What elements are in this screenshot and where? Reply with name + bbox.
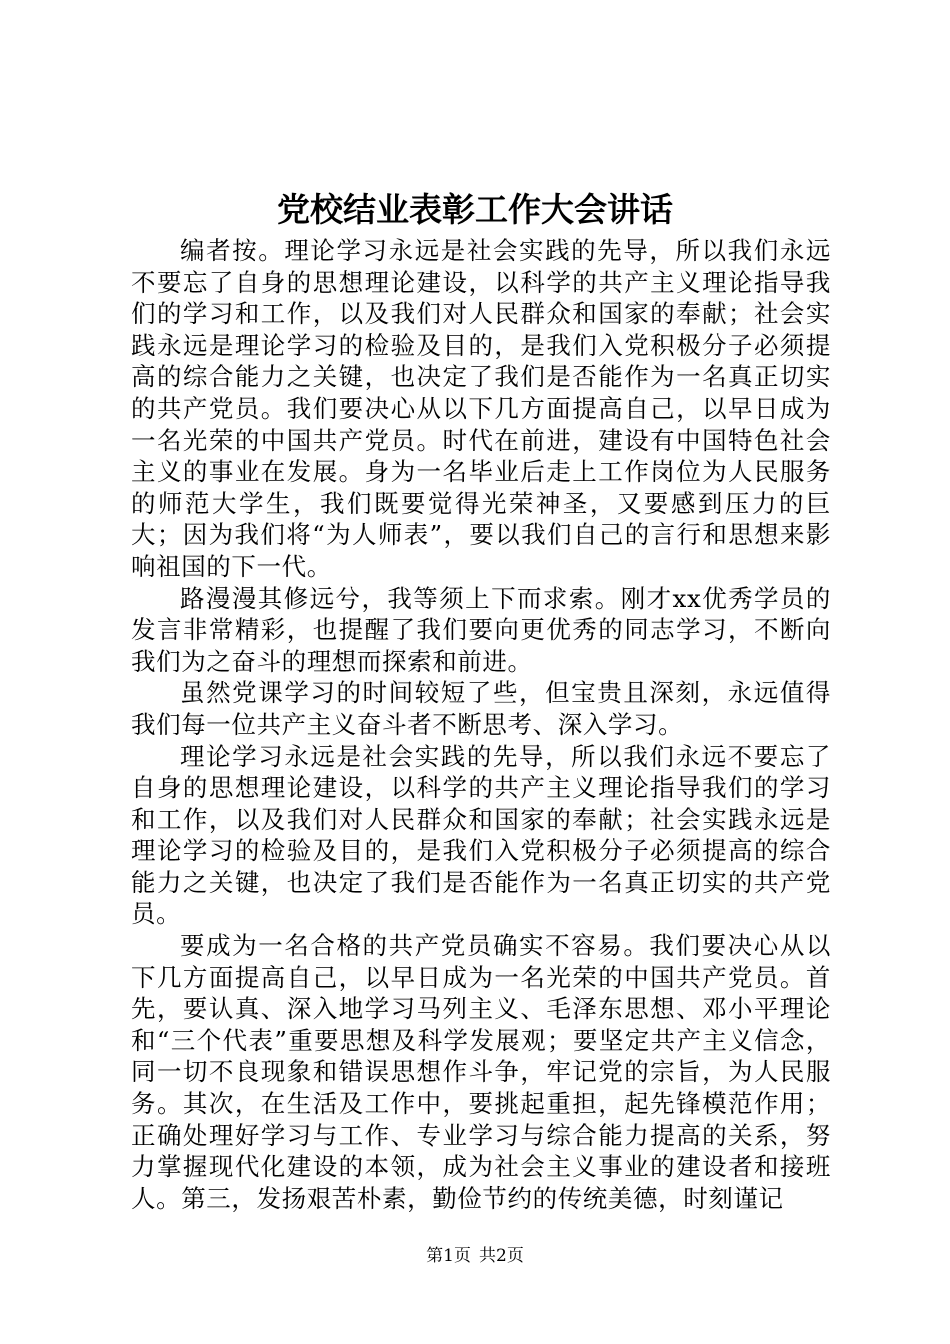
paragraph-theory-study: 理论学习永远是社会实践的先导，所以我们永远不要忘了自身的思想理论建设，以科学的共产主义理论指导我们的学习和工作，以及我们对人民群众和国家的奉献；社会实践永远是理论学习的检验及目的，是我们入党积极分子必须提高的综合能力之关键，也决定了我们是否能作为一名真正切实的共产党员。 xyxy=(131,741,831,929)
page-footer xyxy=(0,1244,950,1268)
page-number-current: 第1页 xyxy=(426,1246,471,1266)
page-number-total: 共2页 xyxy=(479,1246,524,1266)
paragraph-party-course: 虽然党课学习的时间较短了些，但宝贵且深刻，永远值得我们每一位共产主义奋斗者不断思考、深入学习。 xyxy=(131,678,831,739)
paragraph-qualified-member: 要成为一名合格的共产党员确实不容易。我们要决心从以下几方面提高自己，以早日成为一名光荣的中国共产党员。首先，要认真、深入地学习马列主义、毛泽东思想、邓小平理论和“三个代表”重要思想及科学发展观；要坚定共产主义信念，同一切不良现象和错误思想作斗争，牢记党的宗旨，为人民服务。其次，在生活及工作中，要挑起重担，起先锋模范作用；正确处理好学习与工作、专业学习与综合能力提高的关系，努力掌握现代化建设的本领，成为社会主义事业的建设者和接班人。第三，发扬艰苦朴素，勤俭节约的传统美德，时刻谨记 xyxy=(131,931,831,1213)
document-title: 党校结业表彰工作大会讲话 xyxy=(277,190,673,229)
paragraph-long-road: 路漫漫其修远兮，我等须上下而求索。刚才xx优秀学员的发言非常精彩，也提醒了我们要向更优秀的同志学习，不断向我们为之奋斗的理想而探索和前进。 xyxy=(131,583,831,676)
paragraph-editor-note: 编者按。理论学习永远是社会实践的先导，所以我们永远不要忘了自身的思想理论建设，以科学的共产主义理论指导我们的学习和工作，以及我们对人民群众和国家的奉献；社会实践永远是理论学习的检验及目的，是我们入党积极分子必须提高的综合能力之关键，也决定了我们是否能作为一名真正切实的共产党员。我们要决心从以下几方面提高自己，以早日成为一名光荣的中国共产党员。时代在前进，建设有中国特色社会主义的事业在发展。身为一名毕业后走上工作岗位为人民服务的师范大学生，我们既要觉得光荣神圣，又要感到压力的巨大；因为我们将“为人师表”，要以我们自己的言行和思想来影响祖国的下一代。 xyxy=(131,236,831,581)
document-body xyxy=(131,235,831,1214)
